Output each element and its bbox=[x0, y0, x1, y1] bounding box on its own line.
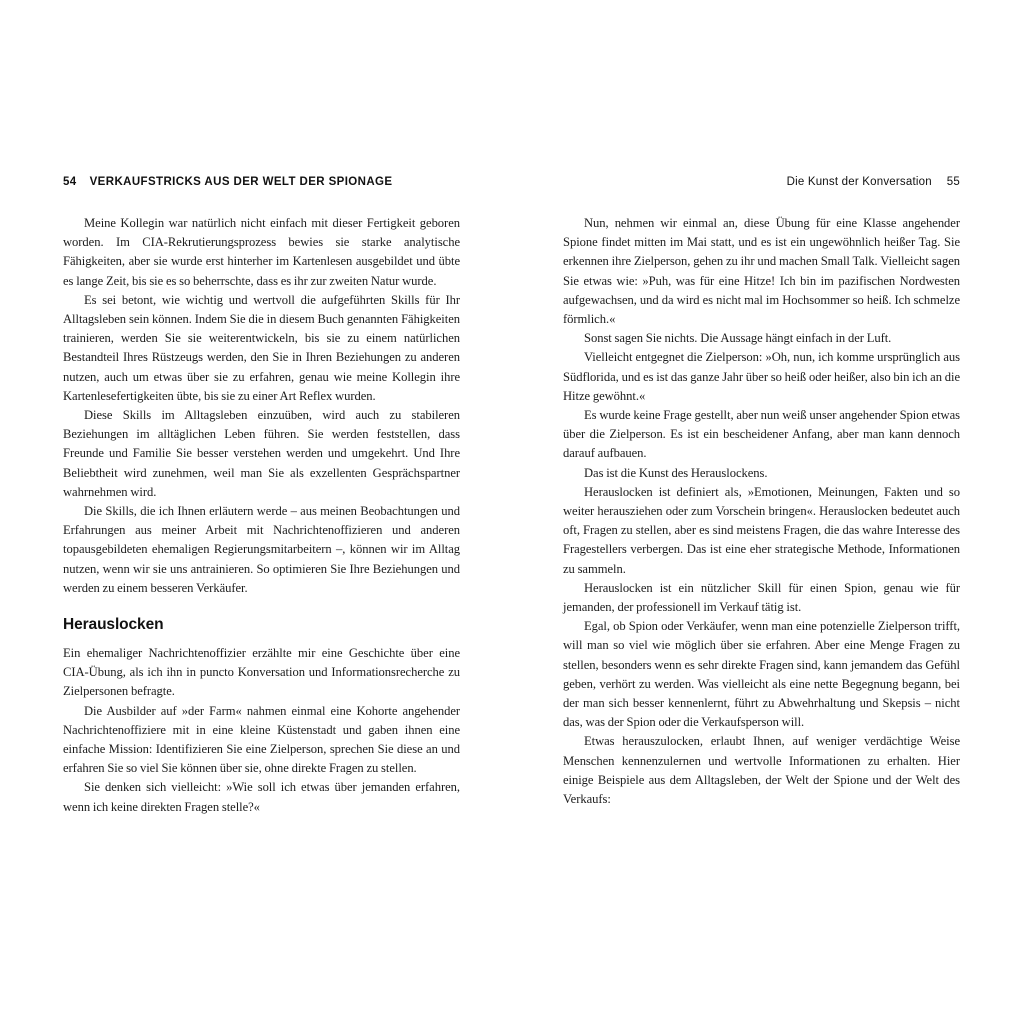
body-paragraph: Die Ausbilder auf »der Farm« nahmen einmal eine Kohorte angehender Nachrichtenoffiziere mit in eine kleine Küstenstadt und gaben ihnen eine einfache Mission: Identifizieren Sie eine Zielperson, sprechen Sie diese an und erfahren Sie so viel Sie können über sie, ohne direkte Fragen zu stellen. bbox=[63, 703, 460, 776]
body-paragraph: Sie denken sich vielleicht: »Wie soll ich etwas über jemanden erfahren, wenn ich keine direkten Fragen stelle?« bbox=[63, 780, 460, 814]
body-paragraph: Sonst sagen Sie nichts. Die Aussage hängt einfach in der Luft. bbox=[584, 331, 892, 346]
page-number-left: 54 bbox=[63, 176, 77, 188]
body-paragraph: Egal, ob Spion oder Verkäufer, wenn man eine potenzielle Zielperson trifft, will man so viel wie möglich über sie erfahren. Aber eine Menge Fragen zu stellen, besonders wenn es sehr direkte Fragen sind, kann jemandem das Gefühl geben, verhört zu werden. Was vielleicht als eine nette Begegnung begann, bei der man sich besser kennenlernt, führt zu Abwehrhaltung und Skepsis – nicht das, was der Spion oder die Verkaufsperson will. bbox=[563, 619, 960, 730]
running-head-left bbox=[63, 176, 460, 189]
running-head-title-left: VERKAUFSTRICKS AUS DER WELT DER SPIONAGE bbox=[89, 176, 393, 188]
body-paragraph: Meine Kollegin war natürlich nicht einfach mit dieser Fertigkeit geboren worden. Im CIA-Rekrutierungsprozess bewies sie starke analytische Fähigkeiten, aber sie wurde erst hinterher im Kartenlesen ausgebildet und übte es lange Zeit, bis sie es so beherrschte, dass es ihr zur zweiten Natur wurde. bbox=[63, 216, 460, 288]
page-right bbox=[563, 0, 960, 1024]
page-number-right: 55 bbox=[946, 176, 960, 188]
body-paragraph: Das ist die Kunst des Herauslockens. bbox=[584, 465, 768, 480]
body-paragraph: Die Skills, die ich Ihnen erläutern werde – aus meinen Beobachtungen und Erfahrungen aus meiner Arbeit mit Nachrichtenoffizieren und anderen topausgebildeten ehemaligen Regierungsmitarbeitern –, können wir im Alltag nutzen, wenn wir sie uns antrainieren. So optimieren Sie Ihre Beziehungen und werden zu einem besseren Verkäufer. bbox=[63, 504, 460, 595]
page-left bbox=[63, 0, 460, 1024]
running-head-title-right: Die Kunst der Konversation bbox=[786, 176, 932, 188]
body-paragraph: Diese Skills im Alltagsleben einzuüben, wird auch zu stabileren Beziehungen im alltäglichen Leben führen. Sie werden feststellen, dass Freunde und Familie Sie besser verstehen werden und umgekehrt. Und Ihre Beliebtheit wird zunehmen, weil man Sie als exzellenten Gesprächspartner wahrnehmen wird. bbox=[63, 408, 460, 499]
body-paragraph: Herauslocken ist definiert als, »Emotionen, Meinungen, Fakten und so weiter herausziehen oder zum Vorschein bringen«. Herauslocken bedeutet auch oft, Fragen zu stellen, aber es sind meistens Fragen, die das wahre Interesse des Fragestellers verbergen. Das ist eine eher strategische Methode, Informationen zu sammeln. bbox=[563, 484, 960, 576]
page-body-left bbox=[63, 214, 460, 817]
running-head-right bbox=[563, 176, 960, 189]
body-paragraph: Ein ehemaliger Nachrichtenoffizier erzählte mir eine Geschichte über eine CIA-Übung, als ich ihn in puncto Konversation und Informationsrecherche zu Zielpersonen befragte. bbox=[63, 646, 460, 699]
page-body-right bbox=[563, 214, 960, 809]
section-heading: Herauslocken bbox=[63, 616, 164, 634]
body-paragraph: Herauslocken ist ein nützlicher Skill für einen Spion, genau wie für jemanden, der professionell im Verkauf tätig ist. bbox=[563, 580, 960, 615]
body-paragraph: Nun, nehmen wir einmal an, diese Übung für eine Klasse angehender Spione findet mitten im Mai statt, und es ist ein ungewöhnlich heißer Tag. Sie erkennen ihre Zielperson, gehen zu ihr und machen Small Talk. Vielleicht sagen Sie etwas wie: »Puh, was für eine Hitze! Ich bin im pazifischen Nordwesten aufgewachsen, und da wird es nicht mal im Hochsommer so heiß. Ich schmelze förmlich.« bbox=[563, 216, 960, 327]
body-paragraph: Etwas herauszulocken, erlaubt Ihnen, auf weniger verdächtige Weise Menschen kennenzulernen und wertvolle Informationen zu erhalten. Hier einige Beispiele aus dem Alltagsleben, der Welt der Spione und der Welt des Verkaufs: bbox=[563, 734, 960, 807]
body-paragraph: Es wurde keine Frage gestellt, aber nun weiß unser angehender Spion etwas über die Zielperson. Es ist ein bescheidener Anfang, aber man kann dennoch darauf aufbauen. bbox=[563, 408, 960, 461]
body-paragraph: Vielleicht entgegnet die Zielperson: »Oh, nun, ich komme ursprünglich aus Südflorida, und es ist das ganze Jahr über so heiß oder heißer, also bin ich an die Hitze gewöhnt.« bbox=[563, 350, 960, 403]
body-paragraph: Es sei betont, wie wichtig und wertvoll die aufgeführten Skills für Ihr Alltagsleben sein können. Indem Sie die in diesem Buch genannten Fähigkeiten trainieren, werden Sie sie weiterentwickeln, bis sie zu einem natürlichen Bestandteil Ihres Rüstzeugs werden, den Sie in Ihren Beziehungen zu anderen nutzen, auch um etwas über sie zu erfahren, genau wie meine Kollegin ihre Kartenlesefertigkeiten übte, bis sie zu einer Art Reflex wurden. bbox=[63, 292, 460, 403]
